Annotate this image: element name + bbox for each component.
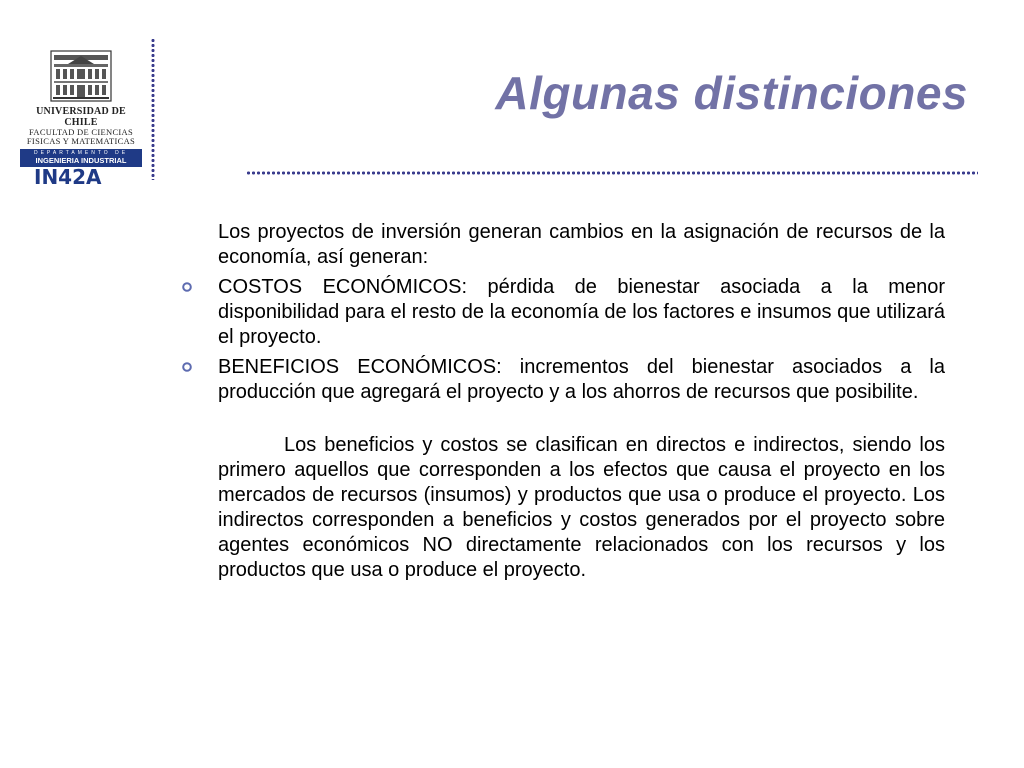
faculty-line-1: FACULTAD DE CIENCIAS	[28, 127, 134, 137]
faculty-line-2: FISICAS Y MATEMATICAS	[26, 136, 136, 146]
ring-bullet-icon	[181, 361, 193, 373]
university-name: UNIVERSIDAD DE CHILE	[36, 106, 126, 128]
classification-paragraph: Los beneficios y costos se clasifican en directos e indirectos, siendo los primero aquellos que corresponden a los efectos que causa el proyecto en los mercados de recursos (insumos) y productos que usa o produce el proyecto. Los indirectos corresponden a beneficios y costos generados por el proyecto sobre agentes económicos NO directamente relacionados con los recursos y los productos que usa o produce el proyecto.	[218, 434, 945, 581]
course-code: IN42A	[34, 165, 102, 189]
slide-title: Algunas distinciones	[495, 67, 968, 119]
bullet-item-costs	[218, 275, 945, 350]
bullet-text-benefits: BENEFICIOS ECONÓMICOS: incrementos del bienestar asociados a la producción que agregará el proyecto y a los ahorros de recursos que posibilite.	[218, 356, 945, 403]
slide-body	[218, 220, 945, 583]
bullet-text-costs: COSTOS ECONÓMICOS: pérdida de bienestar asociada a la menor disponibilidad para el resto de la economía de los factores e insumos que utilizará el proyecto.	[218, 276, 945, 348]
department-label: DEPARTAMENTO DE	[20, 149, 142, 156]
bullet-item-benefits	[218, 355, 945, 405]
intro-paragraph: Los proyectos de inversión generan cambios en la asignación de recursos de la economía, así generan:	[218, 221, 945, 268]
university-logo	[20, 50, 142, 167]
horizontal-dotted-divider	[246, 171, 978, 175]
department-name: INGENIERIA INDUSTRIAL	[20, 156, 142, 167]
vertical-dotted-divider	[151, 38, 155, 180]
ring-bullet-icon	[181, 281, 193, 293]
university-building-icon	[50, 50, 112, 102]
